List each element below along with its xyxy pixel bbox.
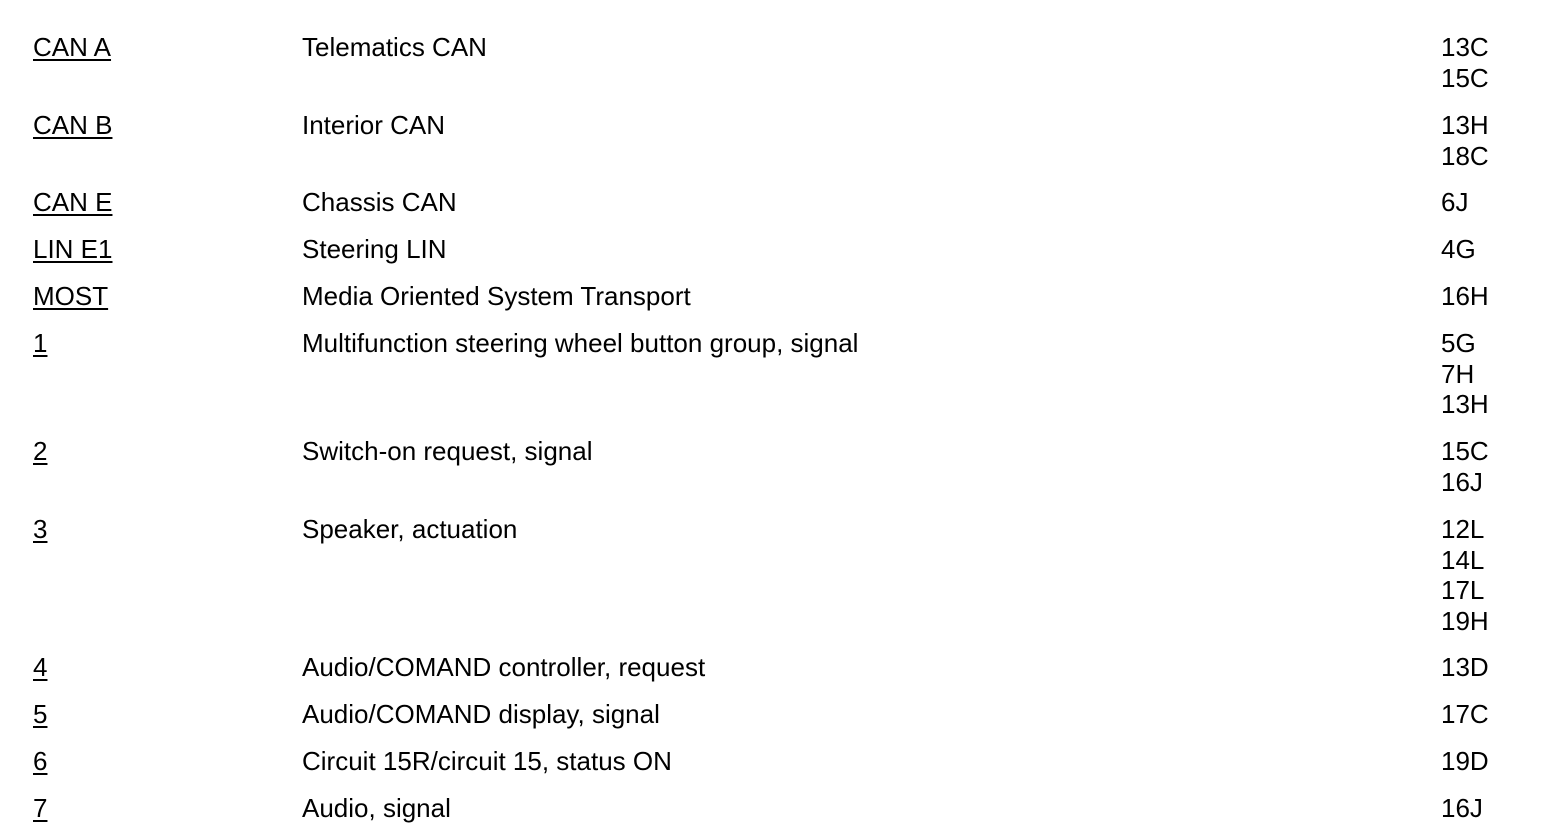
grid-reference: 5G	[1441, 328, 1476, 358]
grid-reference: 16H	[1441, 281, 1489, 311]
legend-code-link[interactable]: MOST	[33, 281, 109, 311]
legend-description: Switch-on request, signal	[302, 436, 593, 466]
legend-grid-refs	[1441, 746, 1489, 777]
grid-reference: 13C	[1441, 32, 1489, 62]
grid-reference: 14L	[1441, 544, 1485, 575]
grid-reference: 12L	[1441, 514, 1485, 544]
grid-reference: 19H	[1441, 605, 1489, 636]
legend-code-link[interactable]: 6	[33, 746, 48, 776]
legend-grid-refs	[1441, 32, 1489, 93]
legend-code-link[interactable]: LIN E1	[33, 234, 113, 264]
legend-grid-refs	[1441, 652, 1489, 683]
legend-description: Audio/COMAND display, signal	[302, 699, 660, 729]
legend-grid-refs	[1441, 328, 1489, 420]
legend-grid-refs	[1441, 436, 1489, 497]
legend-description: Chassis CAN	[302, 187, 457, 217]
grid-reference: 4G	[1441, 234, 1476, 264]
legend-description: Telematics CAN	[302, 32, 487, 62]
legend-description: Interior CAN	[302, 110, 446, 140]
grid-reference: 15C	[1441, 62, 1489, 93]
legend-grid-refs	[1441, 699, 1489, 730]
legend-description: Circuit 15R/circuit 15, status ON	[302, 746, 672, 776]
grid-reference: 16J	[1441, 793, 1483, 823]
grid-reference: 17C	[1441, 699, 1489, 729]
legend-grid-refs	[1441, 281, 1489, 312]
grid-reference: 18C	[1441, 140, 1489, 171]
legend-description: Media Oriented System Transport	[302, 281, 691, 311]
legend-description: Steering LIN	[302, 234, 447, 264]
grid-reference: 13H	[1441, 389, 1489, 419]
legend-grid-refs	[1441, 514, 1489, 636]
legend-description: Multifunction steering wheel button group, signal	[302, 328, 859, 358]
legend-description: Audio, signal	[302, 793, 451, 823]
grid-reference: 16J	[1441, 466, 1483, 497]
legend-grid-refs	[1441, 234, 1476, 265]
legend-code-link[interactable]: 2	[33, 436, 48, 466]
legend-code-link[interactable]: 1	[33, 328, 48, 358]
grid-reference: 19D	[1441, 746, 1489, 776]
legend-code-link[interactable]: 4	[33, 652, 48, 682]
legend-code-link[interactable]: 7	[33, 793, 48, 823]
grid-reference: 13D	[1441, 652, 1489, 682]
legend-code-link[interactable]: CAN E	[33, 187, 113, 217]
grid-reference: 6J	[1441, 187, 1469, 217]
grid-reference: 7H	[1441, 358, 1475, 389]
legend-description: Speaker, actuation	[302, 514, 518, 544]
legend-description: Audio/COMAND controller, request	[302, 652, 706, 682]
grid-reference: 15C	[1441, 436, 1489, 466]
legend-grid-refs	[1441, 793, 1483, 824]
legend-code-link[interactable]: 5	[33, 699, 48, 729]
legend-grid-refs	[1441, 187, 1468, 218]
grid-reference: 13H	[1441, 110, 1489, 140]
legend-code-link[interactable]: 3	[33, 514, 48, 544]
legend-grid-refs	[1441, 110, 1489, 171]
legend-code-link[interactable]: CAN B	[33, 110, 113, 140]
grid-reference: 17L	[1441, 575, 1485, 605]
legend-code-link[interactable]: CAN A	[33, 32, 112, 62]
